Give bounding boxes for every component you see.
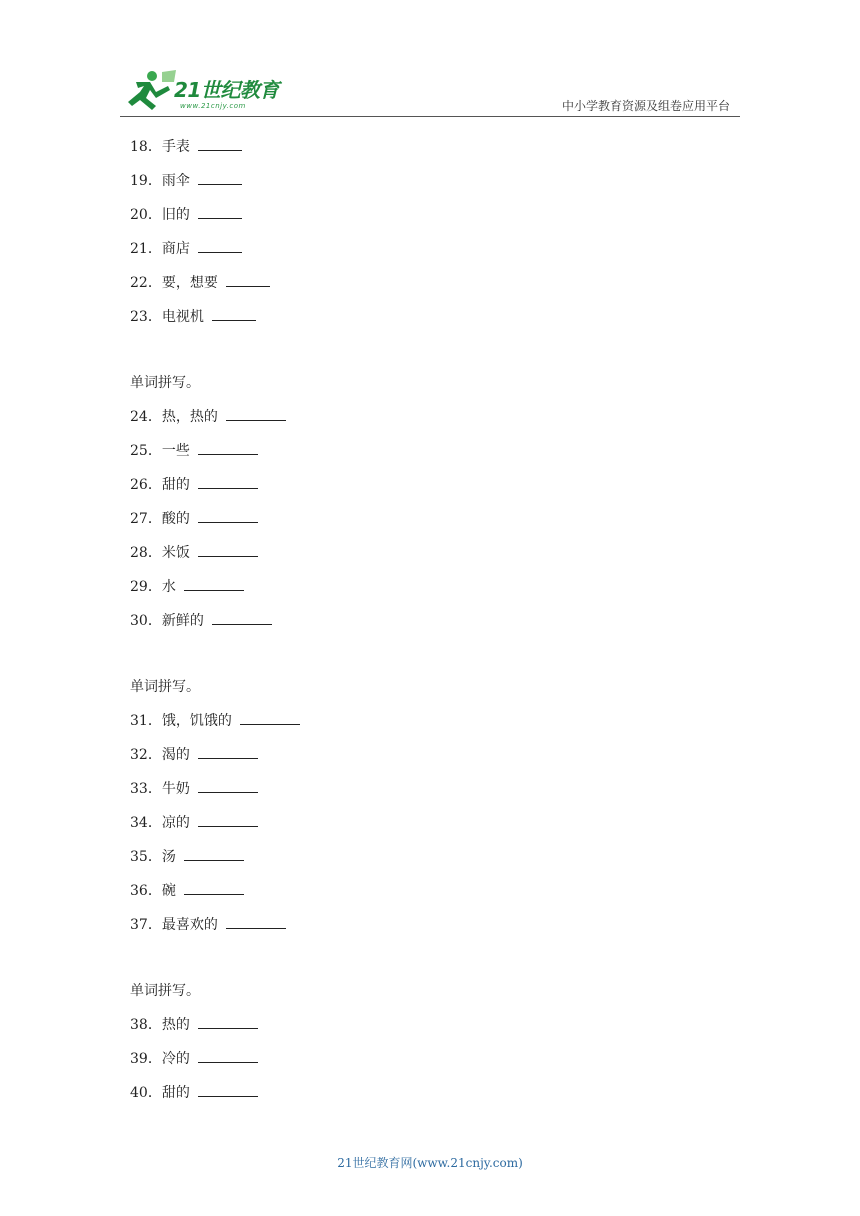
question-item: [130, 472, 750, 506]
question-item: [130, 912, 750, 946]
answer-blank[interactable]: [198, 238, 242, 253]
question-item: [130, 1080, 750, 1114]
question-prompt: 冷的: [161, 1051, 190, 1067]
question-prompt: 水: [161, 579, 176, 595]
question-number: 21．: [130, 241, 162, 257]
section-gap: [130, 642, 750, 674]
question-prompt: 热，热的: [161, 409, 218, 425]
question-number: 28．: [130, 545, 162, 561]
section-gap: [130, 946, 750, 978]
logo-subtext: www.21cnjy.com: [180, 102, 246, 110]
question-prompt: 甜的: [161, 477, 190, 493]
question-item: [130, 810, 750, 844]
question-prompt: 甜的: [161, 1085, 190, 1101]
answer-blank[interactable]: [198, 812, 258, 827]
answer-blank[interactable]: [198, 1014, 258, 1029]
question-number: 36．: [130, 883, 162, 899]
question-number: 23．: [130, 309, 162, 325]
question-item: [130, 540, 750, 574]
question-prompt: 一些: [161, 443, 190, 459]
answer-blank[interactable]: [212, 306, 256, 321]
header-tagline: 中小学教育资源及组卷应用平台: [561, 99, 730, 113]
question-prompt: 碗: [161, 883, 176, 899]
question-item: [130, 1046, 750, 1080]
logo-text: 21世纪教育: [174, 78, 279, 102]
question-prompt: 新鲜的: [161, 613, 204, 629]
question-number: 27．: [130, 511, 162, 527]
page-footer: 21世纪教育网(www.21cnjy.com): [337, 1156, 523, 1170]
question-number: 29．: [130, 579, 162, 595]
question-prompt: 凉的: [161, 815, 190, 831]
question-number: 24．: [130, 409, 162, 425]
question-item: [130, 270, 750, 304]
answer-blank[interactable]: [198, 1048, 258, 1063]
question-prompt: 雨伞: [161, 173, 190, 189]
logo: [122, 68, 292, 114]
question-number: 25．: [130, 443, 162, 459]
question-number: 40．: [130, 1085, 162, 1101]
question-number: 26．: [130, 477, 162, 493]
question-item: [130, 202, 750, 236]
question-number: 22．: [130, 275, 162, 291]
question-prompt: 热的: [161, 1017, 190, 1033]
question-prompt: 酸的: [161, 511, 190, 527]
question-number: 19．: [130, 173, 162, 189]
page-header: [120, 66, 740, 117]
answer-blank[interactable]: [198, 170, 242, 185]
section-gap: [130, 338, 750, 370]
answer-blank[interactable]: [226, 406, 286, 421]
answer-blank[interactable]: [198, 508, 258, 523]
question-number: 39．: [130, 1051, 162, 1067]
question-number: 38．: [130, 1017, 162, 1033]
answer-blank[interactable]: [198, 204, 242, 219]
question-prompt: 牛奶: [161, 781, 190, 797]
question-prompt: 汤: [161, 849, 176, 865]
answer-blank[interactable]: [198, 542, 258, 557]
question-item: [130, 1012, 750, 1046]
answer-blank[interactable]: [212, 610, 272, 625]
question-prompt: 电视机: [161, 309, 204, 325]
runner-logo-icon: [122, 68, 178, 114]
question-item: [130, 742, 750, 776]
section-title: 单词拼写。: [130, 679, 200, 695]
question-item: [130, 878, 750, 912]
answer-blank[interactable]: [240, 710, 300, 725]
section-title: 单词拼写。: [130, 983, 200, 999]
question-item: [130, 304, 750, 338]
question-number: 34．: [130, 815, 162, 831]
question-item: [130, 134, 750, 168]
answer-blank[interactable]: [198, 440, 258, 455]
question-prompt: 旧的: [161, 207, 190, 223]
answer-blank[interactable]: [198, 1082, 258, 1097]
section-title: 单词拼写。: [130, 375, 200, 391]
answer-blank[interactable]: [198, 744, 258, 759]
question-item: [130, 776, 750, 810]
question-item: [130, 236, 750, 270]
answer-blank[interactable]: [184, 880, 244, 895]
question-item: [130, 168, 750, 202]
question-number: 32．: [130, 747, 162, 763]
question-number: 30．: [130, 613, 162, 629]
question-item: [130, 506, 750, 540]
question-item: [130, 608, 750, 642]
question-prompt: 商店: [161, 241, 190, 257]
question-prompt: 米饭: [161, 545, 190, 561]
exercise-list: [130, 134, 750, 1114]
question-prompt: 渴的: [161, 747, 190, 763]
answer-blank[interactable]: [198, 136, 242, 151]
question-number: 31．: [130, 713, 162, 729]
question-number: 20．: [130, 207, 162, 223]
question-item: [130, 438, 750, 472]
question-number: 35．: [130, 849, 162, 865]
answer-blank[interactable]: [226, 914, 286, 929]
answer-blank[interactable]: [184, 576, 244, 591]
question-prompt: 饿，饥饿的: [161, 713, 232, 729]
question-prompt: 最喜欢的: [161, 917, 218, 933]
question-number: 18．: [130, 139, 162, 155]
question-item: [130, 404, 750, 438]
answer-blank[interactable]: [198, 474, 258, 489]
question-number: 33．: [130, 781, 162, 797]
question-item: [130, 844, 750, 878]
question-item: [130, 708, 750, 742]
answer-blank[interactable]: [198, 778, 258, 793]
question-item: [130, 574, 750, 608]
answer-blank[interactable]: [226, 272, 270, 287]
question-prompt: 要，想要: [161, 275, 218, 291]
answer-blank[interactable]: [184, 846, 244, 861]
question-prompt: 手表: [161, 139, 190, 155]
question-number: 37．: [130, 917, 162, 933]
